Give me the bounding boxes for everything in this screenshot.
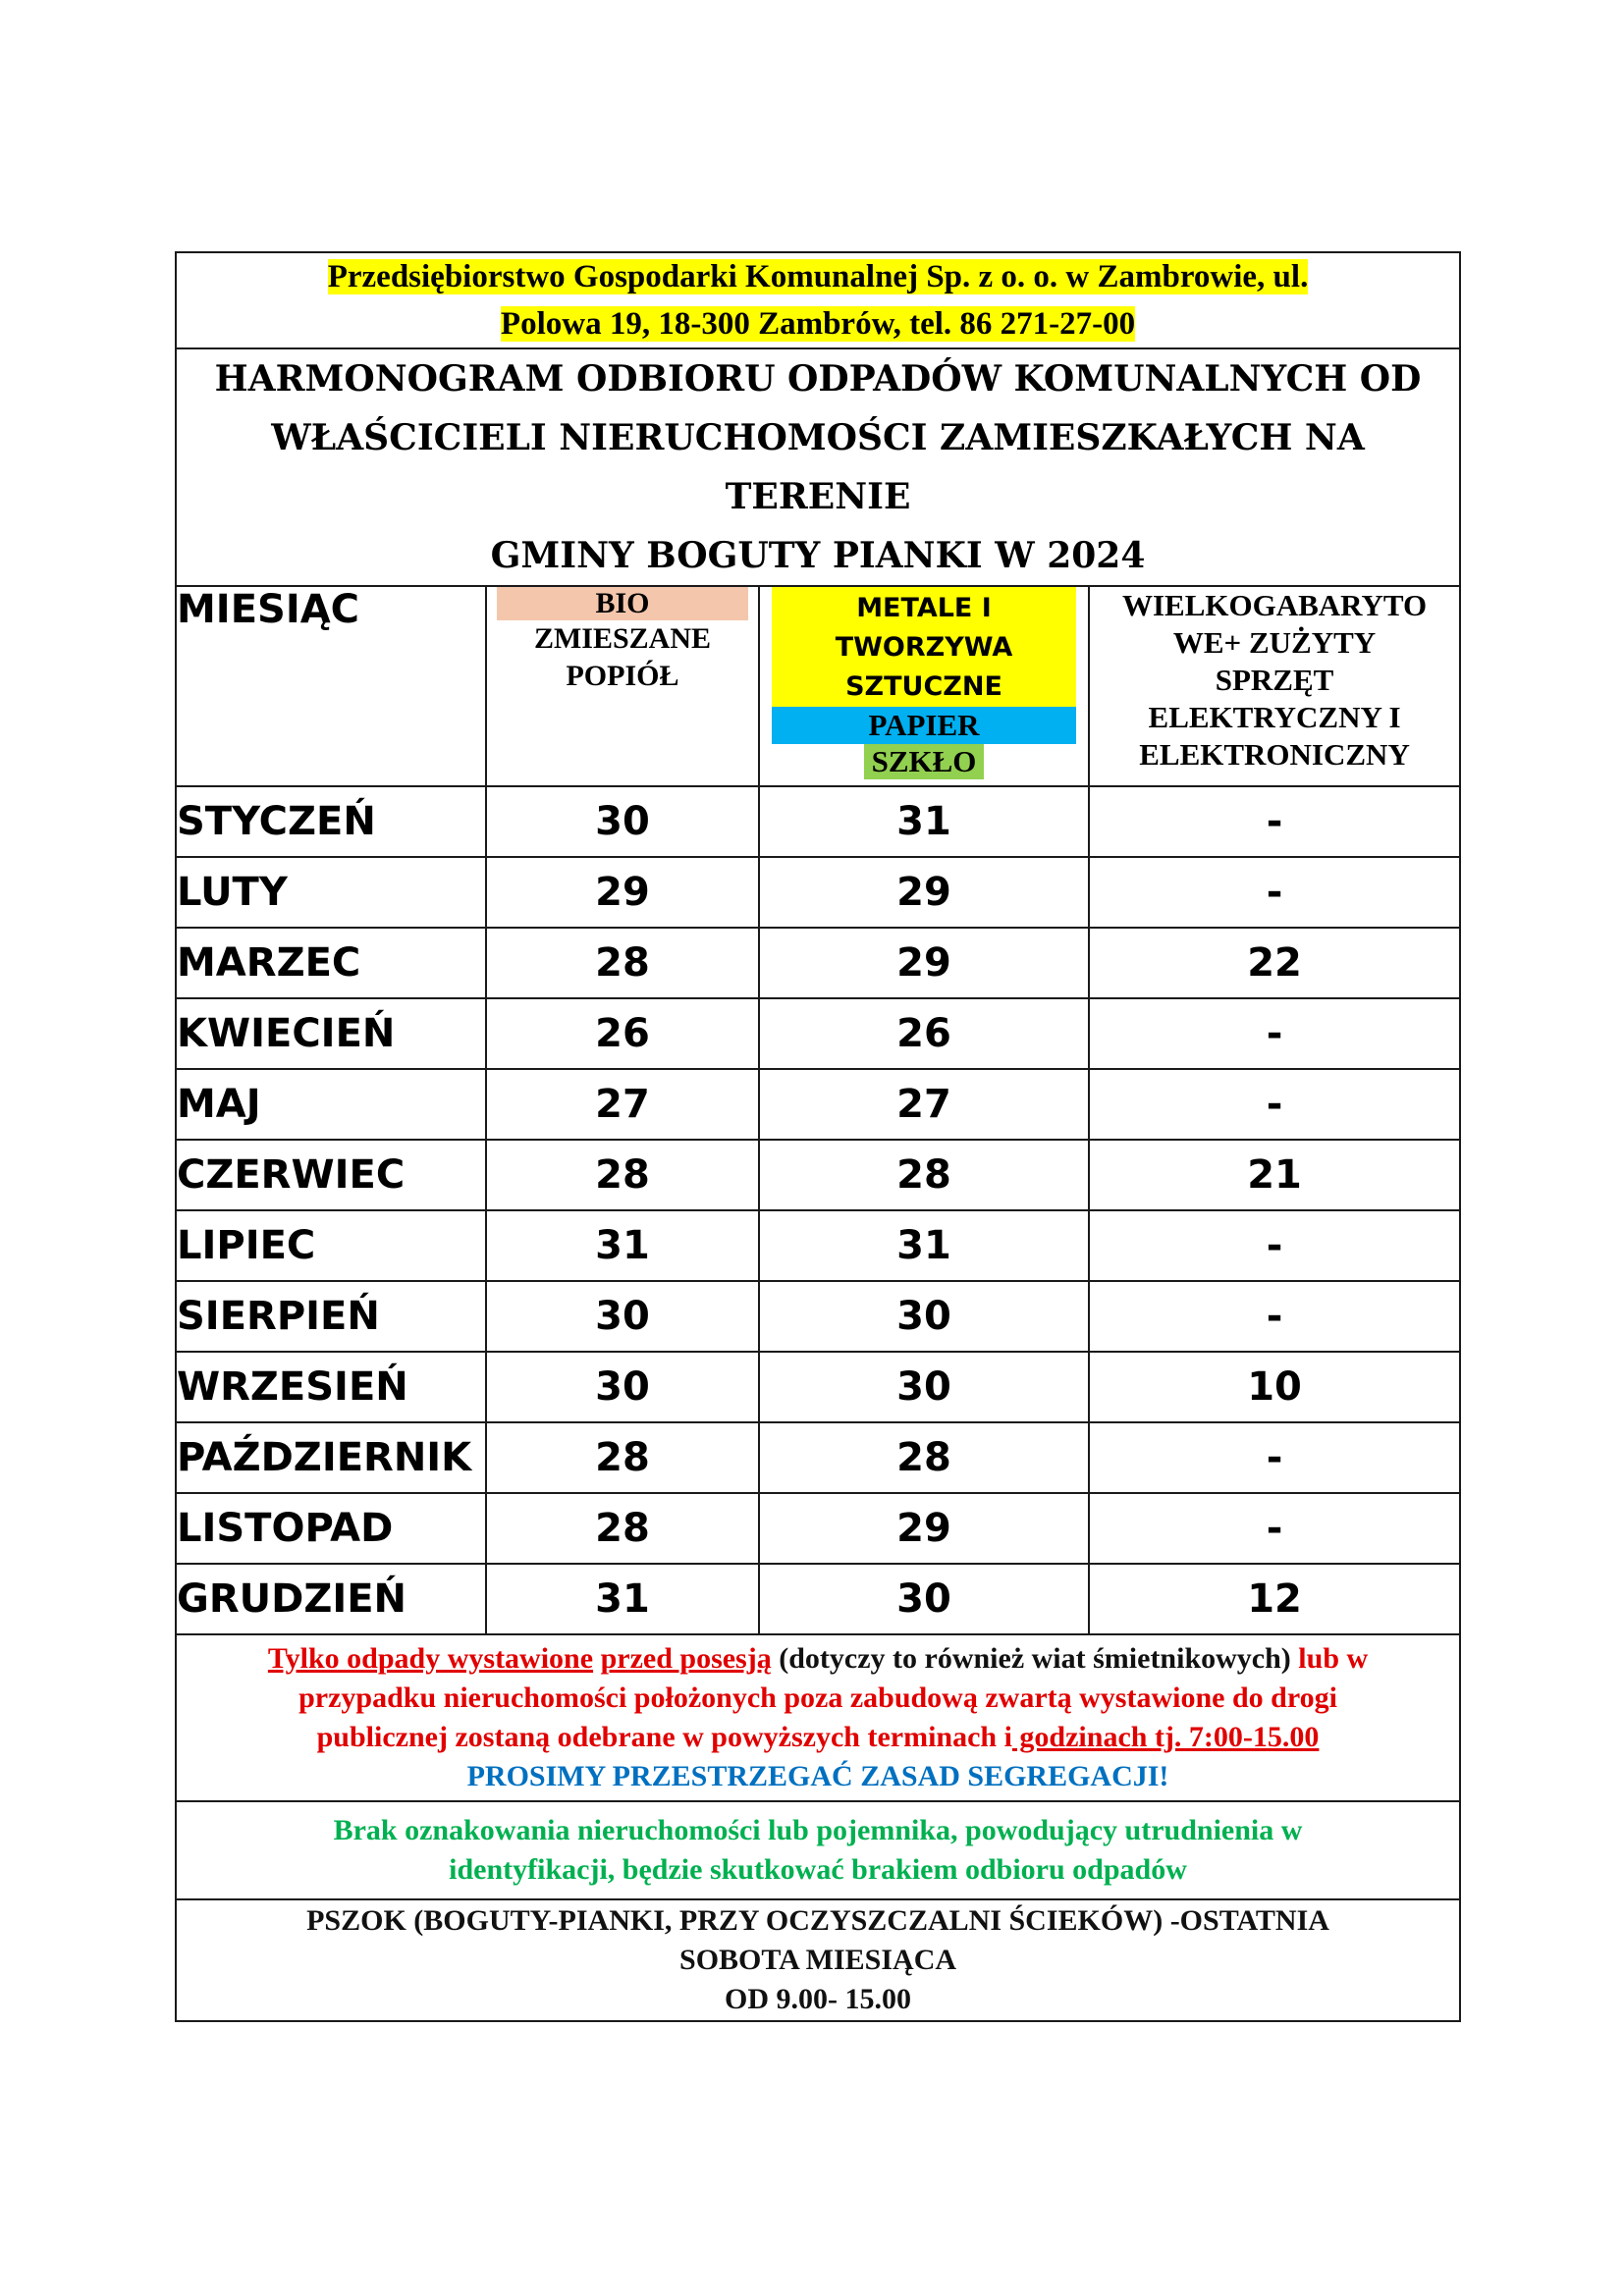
ash-label: POPIÓŁ: [566, 660, 679, 692]
bulky-line-1: WIELKOGABARYTO: [1121, 588, 1428, 622]
bulky-date: -: [1089, 1069, 1460, 1140]
metals-line-2: TWORZYWA: [835, 632, 1013, 663]
bio-date: 29: [486, 857, 759, 928]
mixed-label: ZMIESZANE: [533, 622, 712, 655]
bulky-date: 12: [1089, 1564, 1460, 1634]
table-row: [176, 1493, 1460, 1564]
table-row: [176, 1210, 1460, 1281]
metals-column-header: [759, 586, 1089, 786]
labeling-warning-line-1: Brak oznakowania nieruchomości lub pojemnika, powodujący utrudnienia w: [333, 1814, 1303, 1846]
bulky-date: 21: [1089, 1140, 1460, 1210]
month-name: CZERWIEC: [176, 1140, 486, 1210]
metals-date: 29: [759, 1493, 1089, 1564]
table-row: [176, 1140, 1460, 1210]
column-header-row: [176, 586, 1460, 786]
month-name: GRUDZIEŃ: [176, 1564, 486, 1634]
collection-notice: [176, 1634, 1460, 1801]
company-line-1: Przedsiębiorstwo Gospodarki Komunalnej Sp. z o. o. w Zambrowie, ul.: [327, 259, 1309, 294]
notice-part-3: przed posesją: [600, 1642, 772, 1675]
table-row: [176, 786, 1460, 857]
notice-part-5: lub w: [1298, 1642, 1369, 1675]
title-line-2: WŁAŚCICIELI NIERUCHOMOŚCI ZAMIESZKAŁYCH NA TERENIE: [271, 417, 1365, 517]
bio-date: 27: [486, 1069, 759, 1140]
table-row: [176, 1281, 1460, 1352]
table-row: [176, 857, 1460, 928]
metals-date: 28: [759, 1422, 1089, 1493]
notice-part-2: [593, 1642, 601, 1675]
labeling-warning-line-2: identyfikacji, będzie skutkować brakiem odbioru odpadów: [449, 1853, 1187, 1886]
month-name: PAŹDZIERNIK: [176, 1422, 486, 1493]
company-header: [176, 252, 1460, 348]
metals-label: [772, 587, 1076, 707]
bulky-line-4: ELEKTRYCZNY I: [1148, 700, 1401, 734]
company-line-2: Polowa 19, 18-300 Zambrów, tel. 86 271-27-00: [500, 306, 1136, 342]
bulky-date: 10: [1089, 1352, 1460, 1422]
pszok-line-3: OD 9.00- 15.00: [725, 1983, 912, 2015]
bulky-line-5: ELEKTRONICZNY: [1139, 737, 1410, 772]
month-name: STYCZEŃ: [176, 786, 486, 857]
month-name: LUTY: [176, 857, 486, 928]
bio-date: 31: [486, 1564, 759, 1634]
notice-part-4: (dotyczy to również wiat śmietnikowych): [771, 1642, 1299, 1675]
notice-line-2: przypadku nieruchomości położonych poza zabudową zwartą wystawione do drogi: [298, 1682, 1337, 1714]
month-name: WRZESIEŃ: [176, 1352, 486, 1422]
bio-label: BIO: [497, 587, 748, 620]
bulky-column-header: [1089, 586, 1460, 786]
pszok-info: [176, 1899, 1460, 2021]
month-name: KWIECIEŃ: [176, 998, 486, 1069]
table-row: [176, 1422, 1460, 1493]
month-name: LIPIEC: [176, 1210, 486, 1281]
bulky-date: -: [1089, 998, 1460, 1069]
metals-date: 26: [759, 998, 1089, 1069]
metals-line-1: METALE I: [856, 593, 992, 623]
segregation-appeal: PROSIMY PRZESTRZEGAĆ ZASAD SEGREGACJI!: [466, 1760, 1169, 1792]
metals-date: 30: [759, 1352, 1089, 1422]
bio-date: 28: [486, 1140, 759, 1210]
pszok-line-1: PSZOK (BOGUTY-PIANKI, PRZY OCZYSZCZALNI ŚCIEKÓW) -OSTATNIA: [306, 1904, 1329, 1937]
metals-date: 31: [759, 1210, 1089, 1281]
metals-date: 28: [759, 1140, 1089, 1210]
labeling-warning: [176, 1801, 1460, 1899]
bulky-line-2: WE+ ZUŻYTY: [1172, 625, 1377, 660]
table-row: [176, 1564, 1460, 1634]
pszok-line-2: SOBOTA MIESIĄCA: [679, 1944, 957, 1976]
month-name: SIERPIEŃ: [176, 1281, 486, 1352]
glass-label: SZKŁO: [864, 744, 985, 779]
notice-line-3b: godzinach tj. 7:00-15.00: [1011, 1721, 1320, 1753]
bio-column-header: [486, 586, 759, 786]
month-name: MAJ: [176, 1069, 486, 1140]
bio-date: 30: [486, 786, 759, 857]
bulky-date: -: [1089, 1281, 1460, 1352]
bulky-date: -: [1089, 1210, 1460, 1281]
metals-date: 30: [759, 1564, 1089, 1634]
paper-label: PAPIER: [772, 707, 1076, 744]
metals-date: 27: [759, 1069, 1089, 1140]
bio-date: 26: [486, 998, 759, 1069]
title-line-1: HARMONOGRAM ODBIORU ODPADÓW KOMUNALNYCH OD: [214, 358, 1422, 400]
metals-date: 31: [759, 786, 1089, 857]
bio-date: 31: [486, 1210, 759, 1281]
metals-date: 30: [759, 1281, 1089, 1352]
month-name: MARZEC: [176, 928, 486, 998]
title-line-3: GMINY BOGUTY PIANKI W 2024: [490, 535, 1146, 576]
metals-date: 29: [759, 928, 1089, 998]
metals-date: 29: [759, 857, 1089, 928]
bio-date: 28: [486, 928, 759, 998]
bulky-date: -: [1089, 857, 1460, 928]
schedule-table: [175, 251, 1461, 2022]
bulky-date: -: [1089, 1422, 1460, 1493]
bio-date: 30: [486, 1281, 759, 1352]
table-row: [176, 928, 1460, 998]
notice-part-1: Tylko odpady wystawione: [267, 1642, 594, 1675]
bio-date: 28: [486, 1422, 759, 1493]
table-row: [176, 1069, 1460, 1140]
bulky-date: -: [1089, 1493, 1460, 1564]
table-row: [176, 998, 1460, 1069]
bio-date: 30: [486, 1352, 759, 1422]
month-name: LISTOPAD: [176, 1493, 486, 1564]
bulky-date: -: [1089, 786, 1460, 857]
notice-line-3a: publicznej zostaną odebrane w powyższych terminach i: [316, 1721, 1012, 1753]
table-row: [176, 1352, 1460, 1422]
bulky-line-3: SPRZĘT: [1215, 663, 1334, 697]
schedule-title: [176, 348, 1460, 586]
metals-line-3: SZTUCZNE: [845, 671, 1002, 702]
bulky-date: 22: [1089, 928, 1460, 998]
month-column-header: MIESIĄC: [176, 586, 486, 786]
bio-date: 28: [486, 1493, 759, 1564]
